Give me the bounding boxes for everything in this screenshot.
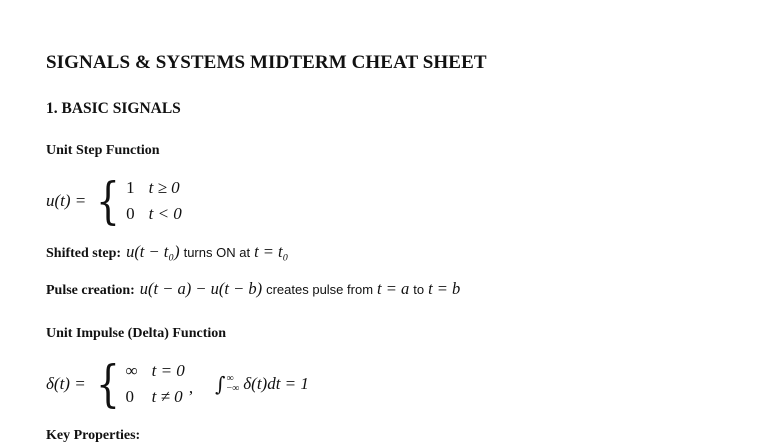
unit-step-equation [46,171,182,231]
key-properties-heading: Key Properties: [46,428,141,443]
section-heading-basic-signals: 1. BASIC SIGNALS [46,100,181,117]
cheat-sheet-page [46,0,766,441]
case-value: 0 [125,387,134,406]
case-value: 1 [126,178,135,197]
unit-step-cases [126,177,182,225]
case-value: 0 [126,204,135,223]
unit-impulse-heading: Unit Impulse (Delta) Function [46,326,227,341]
pulse-creation-line [46,279,460,299]
pulse-end: t = b [428,279,461,298]
unit-impulse-lhs: δ(t) = [46,374,86,393]
shifted-step-text: turns ON at [183,245,251,260]
case-condition: t = 0 [151,361,185,380]
integral-integrand: δ(t)dt = 1 [243,374,309,393]
pulse-start: t = a [377,279,410,298]
pulse-creation-text: creates pulse from [266,282,374,297]
document-title: SIGNALS & SYSTEMS MIDTERM CHEAT SHEET [46,52,487,73]
integral-limits [226,374,239,394]
pulse-creation-expr: u(t − a) − u(t − b) [139,279,263,298]
left-brace: { [95,355,120,413]
integral-upper-limit: ∞ [226,373,234,384]
shifted-step-condition: t = t₀ [254,242,289,261]
unit-impulse-cases [125,360,184,408]
case-condition: t < 0 [148,204,182,223]
case-condition: t ≥ 0 [148,178,180,197]
shifted-step-line [46,242,288,262]
unit-step-lhs: u(t) = [46,191,87,210]
case-condition: t ≠ 0 [151,387,183,406]
shifted-step-label: Shifted step: [46,246,122,261]
unit-impulse-equation [46,354,309,414]
pulse-creation-label: Pulse creation: [46,283,135,298]
separator-comma: , [188,378,194,397]
pulse-to-text: to [413,282,425,297]
impulse-integral [215,372,309,396]
case-value: ∞ [125,361,138,380]
shifted-step-expr: u(t − t₀) [126,242,180,261]
left-brace: { [96,172,121,230]
integral-sign: ∫ [215,372,226,396]
integral-lower-limit: −∞ [226,383,240,394]
unit-step-heading: Unit Step Function [46,143,160,158]
